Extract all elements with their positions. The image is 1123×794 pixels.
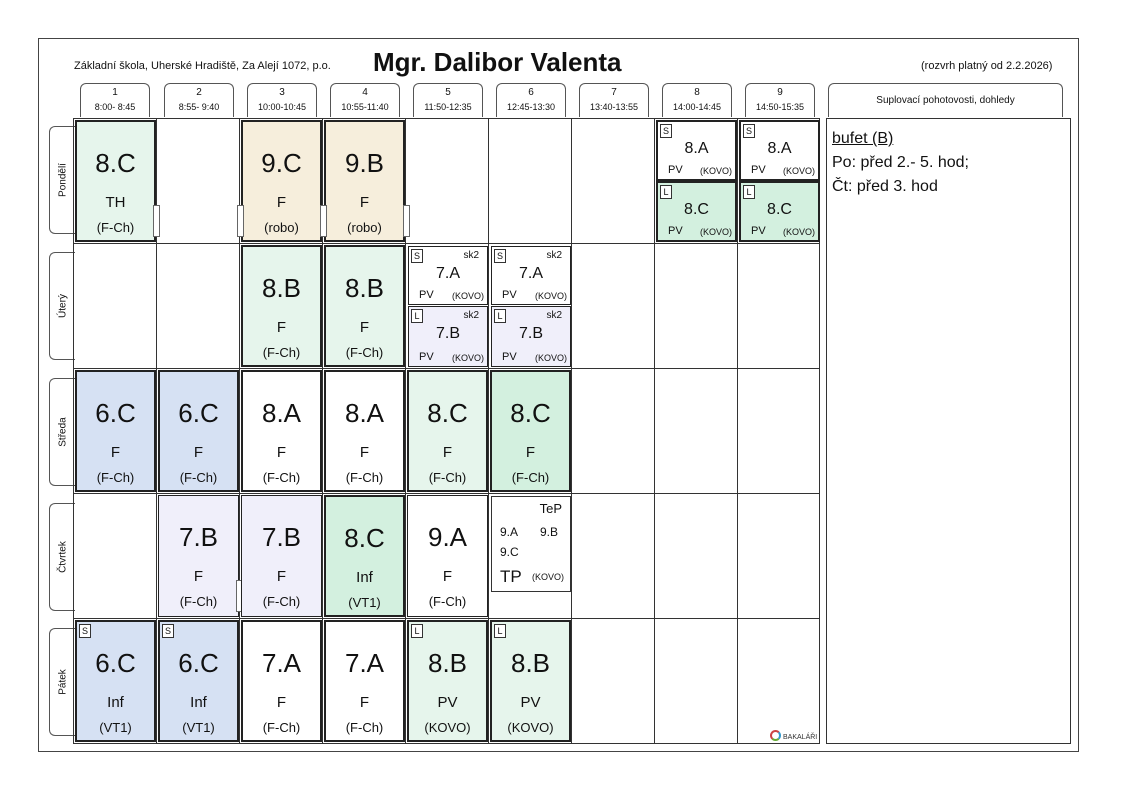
- grid-line: [737, 118, 738, 744]
- continuation-marker: [237, 205, 244, 237]
- grid-line: [73, 243, 820, 244]
- bakalari-logo-icon: [770, 730, 781, 741]
- period-header-9: 9 14:50-15:35: [745, 83, 815, 117]
- lesson-half[interactable]: S 8.A PV (KOVO): [739, 120, 820, 181]
- group-tag: L: [494, 624, 506, 638]
- notes-line: Po: před 2.- 5. hod;: [832, 154, 969, 171]
- lesson-cell[interactable]: 7.A F (F-Ch): [324, 620, 405, 742]
- lesson-cell[interactable]: 9.B F (robo): [324, 120, 405, 242]
- lesson-half[interactable]: L sk2 7.B PV (KOVO): [408, 306, 488, 367]
- lesson-cell-group[interactable]: TeP 9.A 9.B 9.C TP (KOVO): [491, 496, 571, 592]
- lesson-cell[interactable]: 8.C TH (F-Ch): [75, 120, 156, 242]
- lesson-cell[interactable]: 7.A F (F-Ch): [241, 620, 322, 742]
- lesson-half[interactable]: S sk2 7.A PV (KOVO): [491, 246, 571, 305]
- grid-line: [73, 618, 820, 619]
- period-header-6: 6 12:45-13:30: [496, 83, 566, 117]
- period-header-7: 7 13:40-13:55: [579, 83, 649, 117]
- period-header-1: 1 8:00- 8:45: [80, 83, 150, 117]
- period-header-5: 5 11:50-12:35: [413, 83, 483, 117]
- lesson-cell[interactable]: 8.A F (F-Ch): [241, 370, 322, 492]
- group-tag: L: [660, 185, 672, 199]
- bakalari-logo: BAKALÁŘI: [770, 730, 817, 741]
- period-header-2: 2 8:55- 9:40: [164, 83, 234, 117]
- lesson-cell[interactable]: 9.A F (F-Ch): [407, 495, 488, 617]
- day-label-wednesday: Středa: [49, 378, 75, 486]
- lesson-half[interactable]: S sk2 7.A PV (KOVO): [408, 246, 488, 305]
- supervision-header: Suplovací pohotovosti, dohledy: [828, 83, 1063, 117]
- group-tag: S: [743, 124, 755, 138]
- lesson-cell[interactable]: 8.C F (F-Ch): [490, 370, 571, 492]
- lesson-cell[interactable]: 9.C F (robo): [241, 120, 322, 242]
- group-tag: S: [411, 249, 423, 263]
- group-tag: S: [660, 124, 672, 138]
- continuation-marker: [320, 205, 327, 237]
- lesson-half[interactable]: L 8.C PV (KOVO): [656, 181, 737, 242]
- lesson-cell[interactable]: 8.A F (F-Ch): [324, 370, 405, 492]
- lesson-cell[interactable]: 6.C F (F-Ch): [158, 370, 239, 492]
- group-tag: S: [79, 624, 91, 638]
- lesson-half[interactable]: L sk2 7.B PV (KOVO): [491, 306, 571, 367]
- lesson-cell[interactable]: 7.B F (F-Ch): [241, 495, 322, 617]
- group-tag: S: [162, 624, 174, 638]
- grid-line: [488, 118, 489, 744]
- notes-line: bufet (B): [832, 130, 894, 147]
- lesson-half[interactable]: S 8.A PV (KOVO): [656, 120, 737, 181]
- group-tag: L: [411, 624, 423, 638]
- lesson-cell[interactable]: 8.B F (F-Ch): [324, 245, 405, 367]
- group-tag: L: [411, 309, 423, 323]
- period-header-3: 3 10:00-10:45: [247, 83, 317, 117]
- period-header-8: 8 14:00-14:45: [662, 83, 732, 117]
- lesson-cell[interactable]: 8.C F (F-Ch): [407, 370, 488, 492]
- grid-line: [73, 368, 820, 369]
- group-tag: S: [494, 249, 506, 263]
- lesson-half[interactable]: L 8.C PV (KOVO): [739, 181, 820, 242]
- notes-line: Čt: před 3. hod: [832, 178, 938, 195]
- lesson-cell[interactable]: L 8.B PV (KOVO): [407, 620, 488, 742]
- lesson-cell[interactable]: L 8.B PV (KOVO): [490, 620, 571, 742]
- lesson-cell[interactable]: 8.C Inf (VT1): [324, 495, 405, 617]
- supervision-notes: [826, 118, 1071, 744]
- lesson-cell[interactable]: S 6.C Inf (VT1): [75, 620, 156, 742]
- grid-line: [73, 493, 820, 494]
- lesson-cell[interactable]: 7.B F (F-Ch): [158, 495, 239, 617]
- grid-line: [654, 118, 655, 744]
- continuation-marker: [153, 205, 160, 237]
- teacher-name: Mgr. Dalibor Valenta: [373, 47, 622, 77]
- grid-line: [571, 118, 572, 744]
- lesson-cell[interactable]: S 6.C Inf (VT1): [158, 620, 239, 742]
- group-tag: L: [743, 185, 755, 199]
- lesson-cell[interactable]: 8.B F (F-Ch): [241, 245, 322, 367]
- school-name: Základní škola, Uherské Hradiště, Za Alejí 1072, p.o.: [74, 60, 331, 72]
- day-label-thursday: Čtvrtek: [49, 503, 75, 611]
- day-label-monday: Pondělí: [49, 126, 75, 234]
- lesson-cell[interactable]: 6.C F (F-Ch): [75, 370, 156, 492]
- day-label-friday: Pátek: [49, 628, 75, 736]
- day-label-tuesday: Úterý: [49, 252, 75, 360]
- group-tag: L: [494, 309, 506, 323]
- validity-date: (rozvrh platný od 2.2.2026): [921, 60, 1053, 72]
- continuation-marker: [403, 205, 410, 237]
- period-header-4: 4 10:55-11:40: [330, 83, 400, 117]
